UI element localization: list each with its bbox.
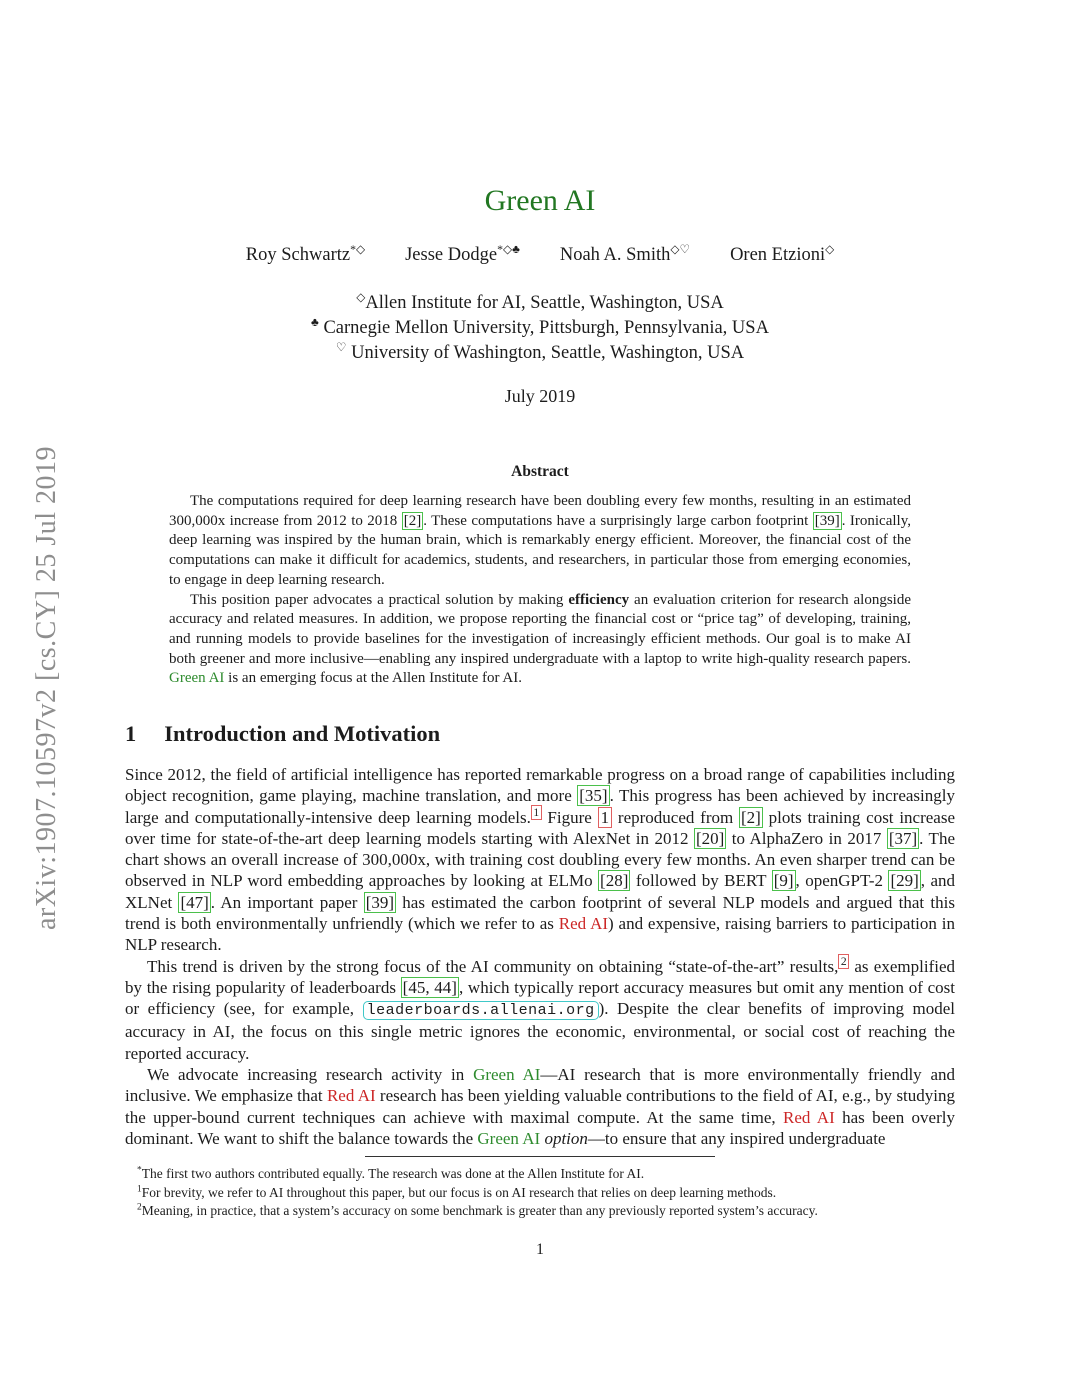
url-link[interactable]: leaderboards.allenai.org: [363, 1001, 599, 1020]
author-2-name: Jesse Dodge: [405, 245, 498, 265]
text-run: plots training cost increase over time for state-of-the-art deep learning models starting with AlexNet in 2012: [125, 807, 956, 848]
citation-link[interactable]: [2]: [741, 807, 761, 827]
abstract-heading: Abstract: [511, 463, 569, 480]
footnote-2: [125, 1202, 955, 1220]
text-run: The computations required for deep learning research have been doubling every few months, resulting in an estimated 300,000x increase from 2012 to 2018: [169, 493, 911, 529]
text-run: Figure: [541, 807, 598, 827]
author-1-marks: *◇: [350, 241, 366, 256]
text-run: , which typically report accuracy measures but omit any mention of cost or efficiency (see, for example,: [125, 977, 956, 1019]
author-2-marks: *◇♣: [497, 241, 520, 256]
footnote-ref-link[interactable]: 1: [531, 805, 542, 820]
footnote-rule: [365, 1156, 715, 1157]
affiliation-2-text: Carnegie Mellon University, Pittsburgh, Pennsylvania, USA: [318, 318, 769, 338]
text-run: . Ironically, deep learning was inspired by the human brain, which is remarkably energy efficient. Moreover, the financial cost of the computations can make it difficult for academics, students, and researchers, in particular those from emerging economies, to engage in deep learning research.: [169, 512, 911, 588]
figure-ref-link[interactable]: 1: [598, 807, 613, 828]
text-run: an evaluation criterion for research alongside accuracy and related measures. In addition, we propose reporting the financial cost or “price tag” of developing, training, and running models to provide baselines for the investigation of increasingly efficient methods. Our goal is to make AI both greener and more inclusive—enabling any inspired undergraduate with a laptop to write high-quality research papers.: [169, 591, 911, 667]
text-run: We advocate increasing research activity in: [147, 1065, 474, 1085]
section-1-number: 1: [125, 721, 137, 747]
text-run: , openGPT-2: [795, 871, 889, 891]
text-run: —to ensure that any inspired undergraduate: [587, 1128, 886, 1148]
text-run: has been overly dominant. We want to shift the balance towards the: [125, 1107, 955, 1148]
text-run: , and XLNet: [125, 871, 956, 912]
green-ai-text: Green AI: [477, 1128, 541, 1148]
citation-link[interactable]: [45, 44]: [402, 977, 457, 997]
text-run: is an emerging focus at the Allen Institute for AI.: [224, 670, 522, 687]
section-1-title: Introduction and Motivation: [164, 721, 441, 747]
text-run: —AI research that is more environmentally friendly and inclusive. We emphasize that: [125, 1065, 956, 1106]
abstract-section: [169, 463, 911, 689]
abstract-paragraph-2: [169, 591, 911, 690]
footnote-marker: 1: [137, 1184, 142, 1195]
text-run: . An important paper: [210, 892, 364, 912]
footnote-star: [125, 1165, 955, 1183]
affiliation-3-mark: ♡: [335, 339, 347, 354]
text-run: reproduced from: [612, 807, 739, 827]
footnote-ref-link[interactable]: 2: [838, 954, 849, 969]
affiliation-1-mark: ◇: [356, 289, 366, 304]
author-3: [559, 241, 691, 266]
italic-text: option: [544, 1128, 588, 1148]
text-run: to AlphaZero in 2017: [726, 828, 887, 848]
author-3-name: Noah A. Smith: [559, 245, 671, 265]
affiliation-2-mark: ♣: [311, 314, 319, 329]
text-run: The first two authors contributed equally. The research was done at the Allen Institute for AI.: [141, 1166, 645, 1182]
author-4-name: Oren Etzioni: [730, 245, 826, 265]
text-run: This trend is driven by the strong focus of the AI community on obtaining “state-of-the-art” results,: [147, 956, 839, 976]
citation-link[interactable]: [35]: [579, 786, 608, 806]
text-run: This position paper advocates a practical solution by making: [190, 591, 569, 608]
body-paragraph-1: [125, 764, 955, 956]
author-1-name: Roy Schwartz: [245, 245, 351, 265]
text-run: has estimated the carbon footprint of several NLP models and argued that this trend is both environmentally unfriendly (which we refer to as: [125, 892, 955, 933]
text-run: ). Despite the clear benefits of improving model accuracy in AI, the focus on this single metric ignores the economic, environmental, or social cost of reaching the reported accuracy.: [125, 999, 956, 1063]
citation-link[interactable]: [20]: [695, 828, 725, 848]
body-paragraph-2: [125, 956, 955, 1064]
author-2: [405, 241, 520, 266]
text-run: . The chart shows an overall increase of 300,000x, with training cost doubling every few months. An even sharper trend can be observed in NLP word embedding approaches by looking at ELMo: [125, 828, 955, 891]
red-ai-text: Red AI: [326, 1086, 376, 1106]
text-run: Meaning, in practice, that a system’s accuracy on some benchmark is greater than any previously reported system’s accuracy.: [141, 1202, 818, 1218]
red-ai-text: Red AI: [782, 1107, 835, 1127]
paper-title: Green AI: [484, 184, 596, 217]
affiliation-1: [125, 291, 955, 316]
text-run: as exemplified by the rising popularity of leaderboards: [125, 956, 955, 997]
section-1-heading: [125, 721, 955, 747]
page-number: 1: [536, 1241, 544, 1259]
paper-content: [125, 0, 955, 1259]
green-ai-text: Green AI: [473, 1065, 541, 1085]
arxiv-watermark-label: arXiv:1907.10597v2 [cs.CY] 25 Jul 2019: [31, 445, 62, 931]
text-run: research has been yielding valuable contributions to the field of AI, e.g., by studying the upper-bound current techniques can achieve with maximal compute. At the same time,: [125, 1086, 956, 1127]
text-run: . These computations have a surprisingly large carbon footprint: [423, 512, 813, 529]
footnote-1: [125, 1184, 955, 1202]
author-4-marks: ◇: [825, 241, 835, 256]
red-ai-text: Red AI: [558, 913, 609, 933]
affiliation-3-text: University of Washington, Seattle, Washington, USA: [346, 343, 745, 363]
green-ai-text: Green AI: [169, 670, 225, 687]
footnote-marker: *: [137, 1165, 142, 1176]
citation-link[interactable]: [29]: [890, 871, 919, 891]
citation-link[interactable]: [2]: [403, 512, 422, 529]
citation-link[interactable]: [47]: [180, 892, 209, 912]
text-run: Since 2012, the field of artificial intelligence has reported remarkable progress on a broad range of capabilities including object recognition, game playing, machine translation, and more: [125, 764, 955, 806]
abstract-paragraph-1: [169, 492, 911, 591]
affiliation-2: [125, 316, 955, 341]
text-run: followed by BERT: [630, 871, 772, 891]
author-1: [245, 241, 366, 266]
author-line: [125, 241, 955, 266]
paper-date: July 2019: [504, 386, 576, 406]
footnote-marker: 2: [137, 1202, 142, 1213]
footnotes: [125, 1165, 955, 1220]
affiliations: [125, 291, 955, 366]
citation-link[interactable]: [39]: [365, 892, 395, 912]
citation-link[interactable]: [37]: [888, 828, 918, 848]
body-paragraph-3: [125, 1064, 955, 1149]
citation-link[interactable]: [9]: [773, 871, 794, 891]
text-run: . This progress has been achieved by increasingly large and computationally-intensive deep learning models.: [125, 786, 955, 827]
bold-text: efficiency: [568, 591, 630, 608]
affiliation-1-text: Allen Institute for AI, Seattle, Washington, USA: [365, 293, 724, 313]
author-3-marks: ◇♡: [670, 241, 691, 256]
text-run: For brevity, we refer to AI throughout this paper, but our focus is on AI research that relies on deep learning methods.: [141, 1184, 777, 1200]
text-run: ) and expensive, raising barriers to participation in NLP research.: [125, 913, 955, 955]
author-4: [730, 241, 835, 266]
citation-link[interactable]: [39]: [814, 512, 840, 529]
citation-link[interactable]: [28]: [600, 871, 629, 891]
affiliation-3: [125, 341, 955, 366]
